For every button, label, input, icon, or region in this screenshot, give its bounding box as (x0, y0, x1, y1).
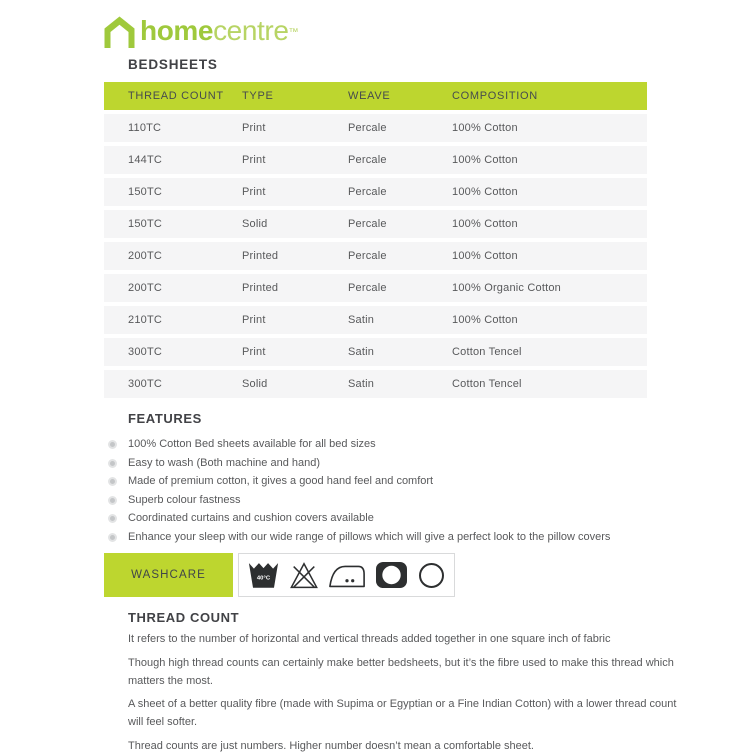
feature-item: 100% Cotton Bed sheets available for all bed sizes (104, 435, 664, 454)
wash-40-icon (248, 561, 279, 589)
table-row (104, 274, 647, 302)
thread-count-paragraph: Thread counts are just numbers. Higher number doesn’t mean a comfortable sheet. (128, 739, 534, 752)
feature-item: Easy to wash (Both machine and hand) (104, 454, 664, 473)
table-cell: 300TC (128, 378, 163, 390)
table-cell: 200TC (128, 282, 163, 294)
logo-text (140, 14, 298, 48)
table-cell: Satin (348, 378, 375, 390)
feature-item: Superb colour fastness (104, 491, 664, 510)
table-cell: 210TC (128, 314, 163, 326)
page-title: BEDSHEETS (128, 57, 218, 72)
thread-count-paragraph: It refers to the number of horizontal and vertical threads added together in one square inch of fabric (128, 633, 611, 645)
washcare-label: WASHCARE (104, 553, 233, 597)
thread-count-section (128, 610, 688, 756)
thread-count-title: THREAD COUNT (128, 610, 240, 625)
table-cell: 100% Organic Cotton (452, 282, 561, 294)
feature-item: Made of premium cotton, it gives a good hand feel and comfort (104, 472, 664, 491)
table-row (104, 338, 647, 366)
table-cell: 144TC (128, 154, 163, 166)
col-header-composition: COMPOSITION (452, 90, 538, 102)
trademark-symbol: ™ (288, 27, 299, 38)
table-cell: 200TC (128, 250, 163, 262)
washcare-section (104, 553, 455, 597)
table-cell: 100% Cotton (452, 218, 518, 230)
wash-temp-label: 40°C (257, 575, 271, 582)
thread-count-paragraph: A sheet of a better quality fibre (made with Supima or Egyptian or a Fine Indian Cotton) with a lower thread count will feel softer. (128, 698, 677, 729)
table-header-row (104, 82, 647, 110)
feature-item: Coordinated curtains and cushion covers available (104, 509, 664, 528)
table-cell: Print (242, 346, 266, 358)
table-cell: Print (242, 186, 266, 198)
table-cell: 150TC (128, 186, 163, 198)
features-list (104, 435, 664, 547)
logo-centre: centre (213, 15, 289, 46)
dry-clean-icon (418, 562, 445, 589)
table-cell: Satin (348, 346, 375, 358)
table-row (104, 210, 647, 238)
table-row (104, 370, 647, 398)
col-header-thread-count: THREAD COUNT (128, 90, 224, 102)
washcare-icons-box (238, 553, 455, 597)
table-cell: Printed (242, 250, 279, 262)
do-not-bleach-icon (289, 560, 319, 590)
col-header-type: TYPE (242, 90, 274, 102)
table-cell: Print (242, 154, 266, 166)
table-body (104, 114, 647, 398)
table-row (104, 114, 647, 142)
table-cell: Satin (348, 314, 375, 326)
spec-table (104, 82, 647, 398)
features-title: FEATURES (128, 411, 202, 426)
table-cell: Cotton Tencel (452, 378, 522, 390)
table-cell: 100% Cotton (452, 154, 518, 166)
table-row (104, 242, 647, 270)
logo-home: home (140, 15, 214, 46)
table-cell: Percale (348, 250, 387, 262)
table-cell: Solid (242, 378, 268, 390)
table-cell: 100% Cotton (452, 250, 518, 262)
thread-count-paragraph: Though high thread counts can certainly make better bedsheets, but it’s the fibre used to make this thread which matters the most. (128, 656, 674, 687)
table-cell: 300TC (128, 346, 163, 358)
table-cell: Printed (242, 282, 279, 294)
table-cell: Percale (348, 282, 387, 294)
col-header-weave: WEAVE (348, 90, 391, 102)
table-cell: Print (242, 314, 266, 326)
table-cell: Percale (348, 218, 387, 230)
table-cell: 110TC (128, 122, 162, 134)
table-row (104, 146, 647, 174)
feature-item: Enhance your sleep with our wide range of pillows which will give a perfect look to the pillow covers (104, 528, 664, 547)
table-cell: Percale (348, 154, 387, 166)
table-cell: 100% Cotton (452, 314, 518, 326)
table-cell: Percale (348, 122, 387, 134)
table-cell: 150TC (128, 218, 163, 230)
table-cell: Print (242, 122, 266, 134)
table-row (104, 306, 647, 334)
table-row (104, 178, 647, 206)
homecentre-logo (102, 14, 298, 48)
house-icon (102, 15, 137, 48)
table-cell: 100% Cotton (452, 186, 518, 198)
tumble-dry-icon (375, 561, 408, 589)
table-cell: 100% Cotton (452, 122, 518, 134)
table-cell: Cotton Tencel (452, 346, 522, 358)
iron-icon (328, 560, 366, 590)
features-section (104, 411, 664, 547)
table-cell: Percale (348, 186, 387, 198)
table-cell: Solid (242, 218, 268, 230)
